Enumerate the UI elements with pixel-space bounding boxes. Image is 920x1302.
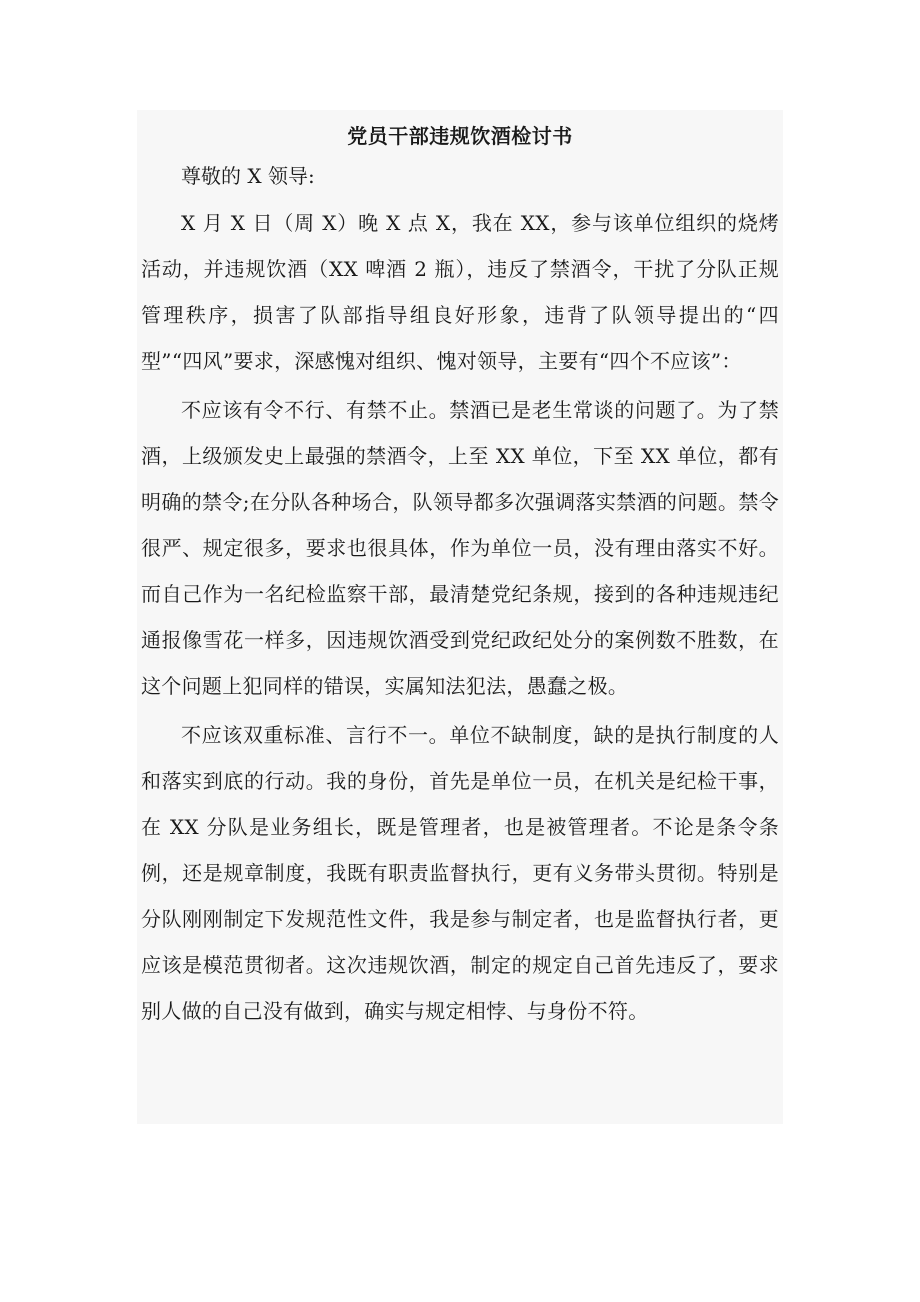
document-title: 党员干部违规饮酒检讨书	[347, 124, 573, 148]
document-content	[137, 110, 783, 1037]
paragraph-point-two: 不应该双重标准、言行不一。单位不缺制度，缺的是执行制度的人和落实到底的行动。我的身份，首先是单位一员，在机关是纪检干事，在 XX 分队是业务组长，既是管理者，也是被管理者。不论是条令条例，还是规章制度，我既有职责监督执行，更有义务带头贯彻。特别是分队刚刚制定下发规范性文件，我是参与制定者，也是监督执行者，更应该是模范贯彻者。这次违规饮酒，制定的规定自己首先违反了，要求别人做的自己没有做到，确实与规定相悖、与身份不符。	[141, 723, 779, 1023]
paragraph-intro: X 月 X 日（周 X）晚 X 点 X，我在 XX，参与该单位组织的烧烤活动，并违规饮酒（XX 啤酒 2 瓶），违反了禁酒令，干扰了分队正规管理秩序，损害了队部指导组良好形象，违背了队领导提出的“四型”“四风”要求，深感愧对组织、愧对领导，主要有“四个不应该”：	[141, 211, 779, 373]
paragraph-point-one: 不应该有令不行、有禁不止。禁酒已是老生常谈的问题了。为了禁酒，上级颁发史上最强的禁酒令，上至 XX 单位，下至 XX 单位，都有明确的禁令;在分队各种场合，队领导都多次强调落实禁酒的问题。禁令很严、规定很多，要求也很具体，作为单位一员，没有理由落实不好。而自己作为一名纪检监察干部，最清楚党纪条规，接到的各种违规违纪通报像雪花一样多，因违规饮酒受到党纪政纪处分的案例数不胜数，在这个问题上犯同样的错误，实属知法犯法，愚蠢之极。	[141, 398, 779, 698]
salutation: 尊敬的 X 领导:	[181, 164, 315, 188]
